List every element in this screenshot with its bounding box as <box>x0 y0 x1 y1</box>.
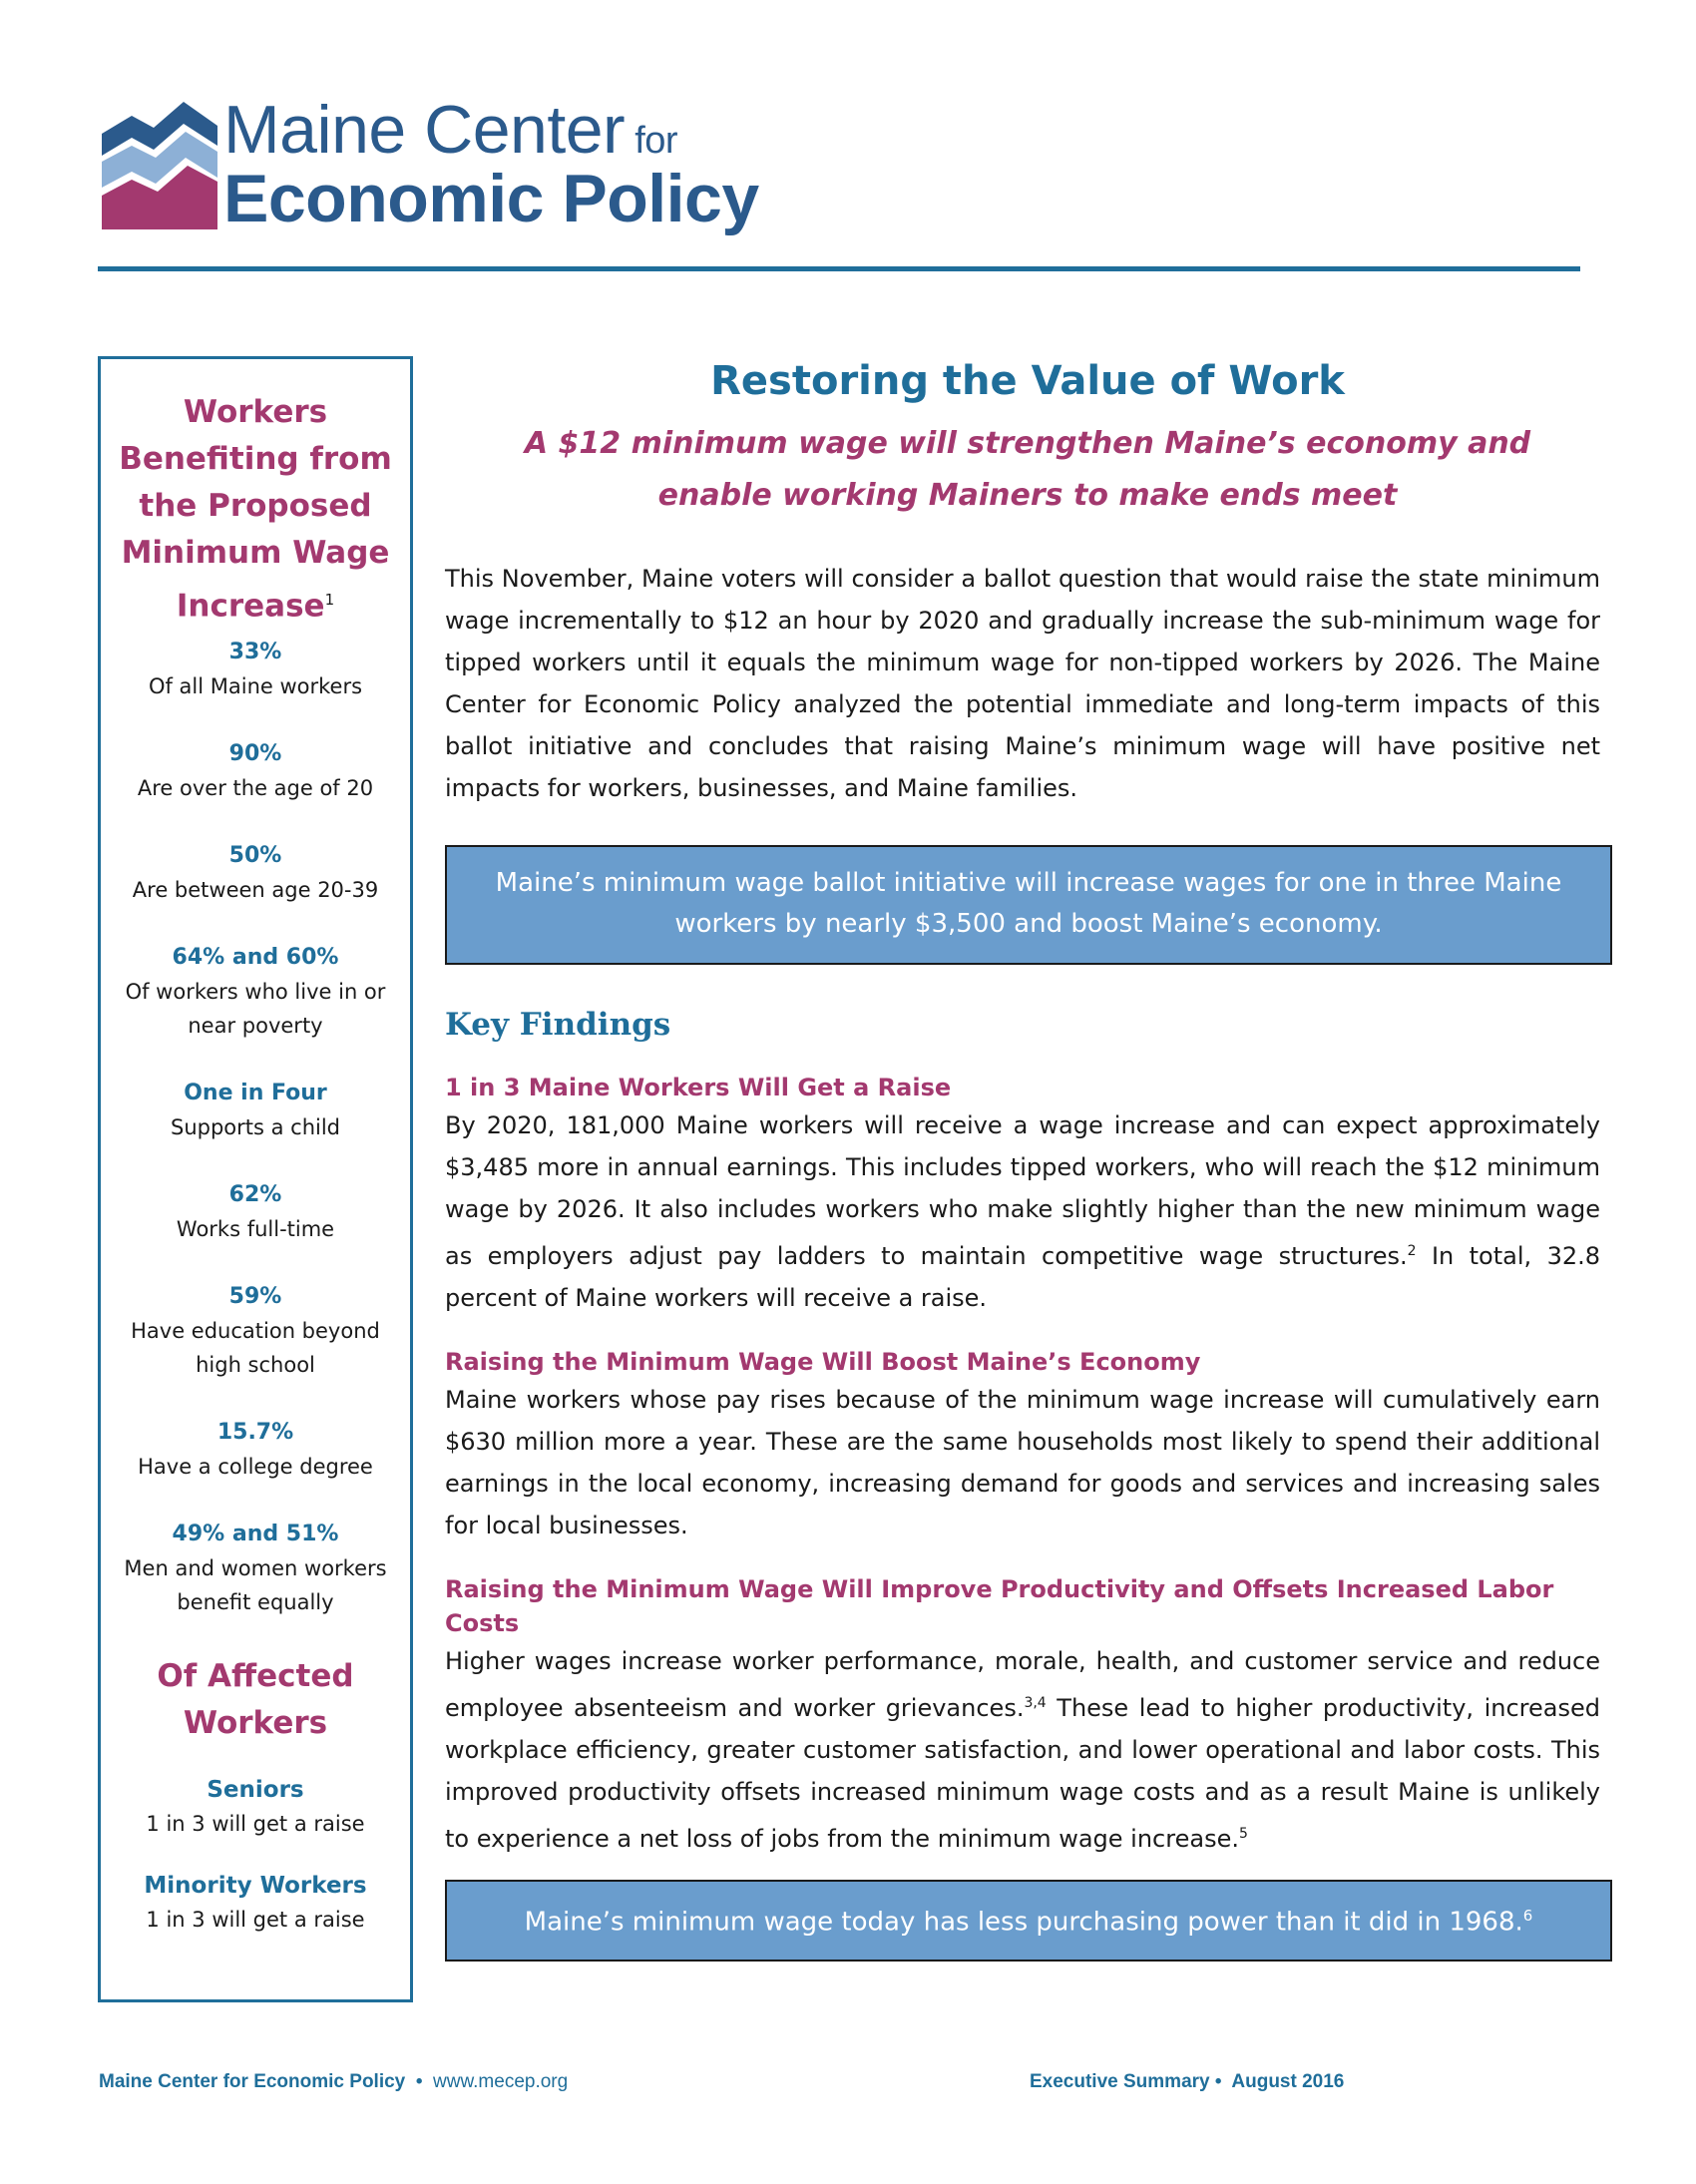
sidebar-stat <box>109 636 402 703</box>
footer-org: Maine Center for Economic Policy <box>99 2071 406 2092</box>
stat-description: Works full-time <box>176 1217 335 1242</box>
footnote-ref: 2 <box>1407 1243 1417 1259</box>
footer-doc-type: Executive Summary <box>1030 2071 1210 2092</box>
footer-date: August 2016 <box>1231 2071 1345 2092</box>
logo-text-line2: Economic Policy <box>223 161 759 236</box>
footer-right <box>1030 2071 1344 2093</box>
sidebar-stat <box>109 1416 402 1484</box>
finding-body: By 2020, 181,000 Maine workers will receive a wage increase and can expect approximately $3,485 more in annual earnings. This includes tipped workers, who will reach the $12 minimum wage by 2026. It also includes workers who make slightly higher than the new minimum wage as employers adjust pay ladders to maintain competitive wage structures.$^2$ In total, 32.8 percent of Maine workers will receive a raise. <box>445 1111 1600 1312</box>
sidebar-stat <box>109 737 402 805</box>
footer-bullet: • <box>1214 2071 1222 2092</box>
footnote-ref: 3,4 <box>1024 1695 1047 1711</box>
stat-description: Have a college degree <box>138 1455 373 1480</box>
stat-value: 62% <box>228 1182 282 1208</box>
key-findings-heading: Key Findings <box>445 1007 671 1043</box>
stat-value: 15.7% <box>216 1420 294 1446</box>
logo-for: for <box>635 120 678 162</box>
sidebar-stat <box>109 1178 402 1246</box>
sidebar-heading-affected: Of Affected Workers <box>157 1658 354 1742</box>
callout-box-wages: Maine’s minimum wage ballot initiative will increase wages for one in three Maine workers by nearly $3,500 and boost Maine’s economy. <box>445 845 1612 965</box>
stat-description: Supports a child <box>170 1115 341 1140</box>
sidebar-affected-stat <box>109 1773 402 1841</box>
logo <box>102 92 759 245</box>
footer-left <box>99 2071 568 2093</box>
subtitle-line: A $12 minimum wage will strengthen Maine’s economy and <box>524 426 1531 461</box>
footnote-ref: 6 <box>1522 1907 1533 1925</box>
stat-value: 90% <box>228 741 282 767</box>
sidebar-stat <box>109 1280 402 1382</box>
logo-text-line1: Maine Center for <box>223 92 678 168</box>
stat-value: One in Four <box>184 1081 327 1106</box>
sidebar-affected-stat <box>109 1869 402 1937</box>
stat-value: Seniors <box>207 1777 304 1804</box>
stat-description: Have education beyond high school <box>131 1319 380 1378</box>
stat-value: 50% <box>228 843 282 869</box>
stat-value: Minority Workers <box>144 1873 367 1900</box>
stat-description: 1 in 3 will get a raise <box>146 1812 365 1837</box>
subtitle-line: enable working Mainers to make ends meet <box>657 478 1398 513</box>
sidebar-stat <box>109 839 402 907</box>
finding-body: Maine workers whose pay rises because of the minimum wage increase will cumulatively earn $630 million more a year. These are the same households most likely to spend their additional earnings in the local economy, increasing demand for goods and services and increasing sales for local businesses. <box>445 1386 1600 1539</box>
stat-description: Are over the age of 20 <box>137 776 374 801</box>
footer-url-link[interactable]: www.mecep.org <box>433 2071 569 2092</box>
stat-value: 59% <box>228 1284 282 1310</box>
finding-heading: Raising the Minimum Wage Will Boost Maine’s Economy <box>445 1348 1201 1376</box>
footer-bullet: • <box>415 2071 423 2092</box>
stat-description: Of all Maine workers <box>148 674 363 699</box>
header-rule <box>98 266 1580 271</box>
finding-body: Higher wages increase worker performance, morale, health, and customer service and reduce employee absenteeism and worker grievances.$^{3,4}$ These lead to higher productivity, increased workplace efficiency, greater customer satisfaction, and lower operational and labor costs. This improved productivity offsets increased minimum wage costs and as a result Maine is unlikely to experience a net loss of jobs from the minimum wage increase.$^5$ <box>445 1647 1600 1853</box>
callout-box-purchasing-power: Maine’s minimum wage today has less purchasing power than it did in 1968.$^6$ <box>445 1880 1612 1962</box>
finding-heading: 1 in 3 Maine Workers Will Get a Raise <box>445 1074 952 1101</box>
sidebar-heading: Workers Benefiting from the Proposed Minimum Wage Increase$^1$ <box>119 394 392 625</box>
sidebar-box <box>98 356 413 2002</box>
stat-description: 1 in 3 will get a raise <box>146 1908 365 1933</box>
main-content <box>445 356 1610 1962</box>
page-subtitle <box>445 418 1610 522</box>
footnote-ref: 5 <box>1238 1826 1248 1842</box>
finding-heading: Raising the Minimum Wage Will Improve Productivity and Offsets Increased Labor Costs <box>445 1575 1554 1637</box>
sidebar-stat <box>109 941 402 1043</box>
stat-description: Are between age 20-39 <box>132 878 379 903</box>
stat-value: 33% <box>228 640 282 665</box>
stat-value: 49% and 51% <box>172 1522 339 1547</box>
intro-paragraph: This November, Maine voters will consider a ballot question that would raise the state minimum wage incrementally to $12 an hour by 2020 and gradually increase the sub-minimum wage for tipped workers until it equals the minimum wage for non-tipped workers by 2026. The Maine Center for Economic Policy analyzed the potential immediate and long-term impacts of this ballot initiative and concludes that raising Maine’s minimum wage will have positive net impacts for workers, businesses, and Maine families. <box>445 565 1600 802</box>
footnote-ref: 1 <box>324 591 335 609</box>
sidebar-stat <box>109 1518 402 1619</box>
stat-description: Men and women workers benefit equally <box>124 1556 387 1615</box>
logo-chart-graphic <box>102 96 217 229</box>
sidebar-stat <box>109 1077 402 1144</box>
stat-description: Of workers who live in or near poverty <box>125 980 386 1039</box>
stat-value: 64% and 60% <box>172 945 339 971</box>
page-title: Restoring the Value of Work <box>710 358 1345 404</box>
